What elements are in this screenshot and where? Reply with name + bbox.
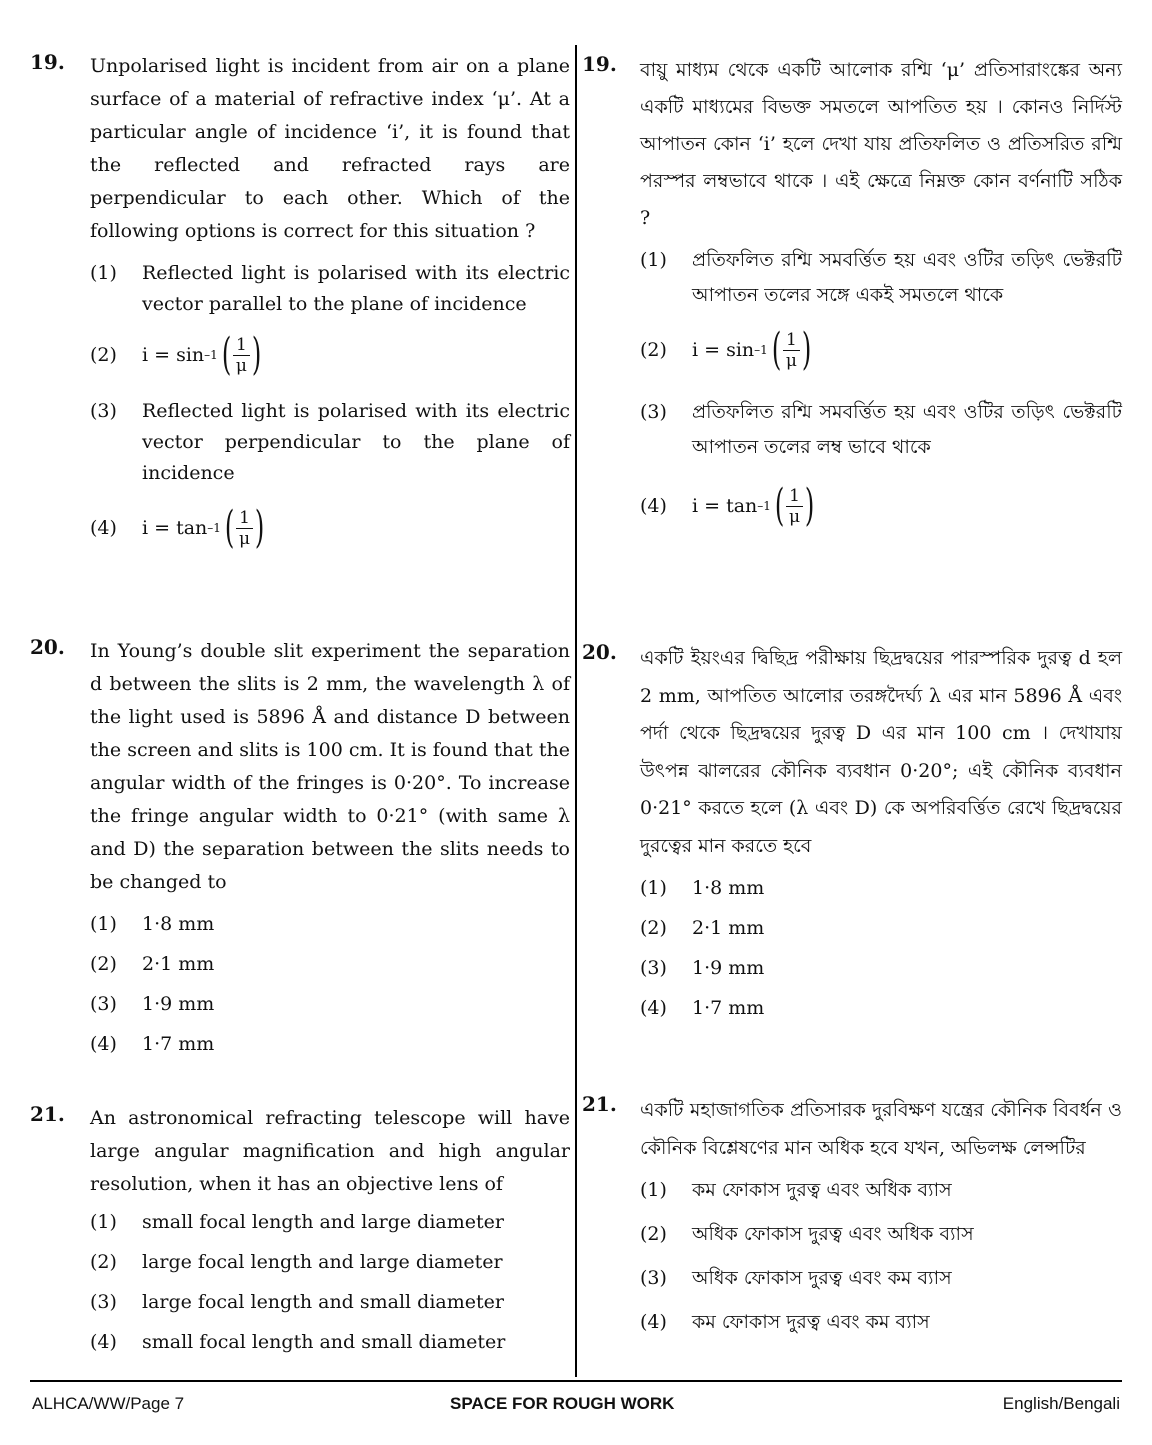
question-19-bengali [582, 52, 1122, 535]
question-number: 21. [582, 1092, 617, 1116]
option-4: (4) i = tan –1 ( $\frac{1}{\mu}$ ) [640, 477, 1122, 535]
option-2: (2) i = sin –1 ( $\frac{1}{\mu}$ ) [640, 321, 1122, 379]
page-footer [30, 1380, 1122, 1413]
question-20-english [30, 635, 570, 1060]
option-2: (2) অধিক ফোকাস দুরত্ব এবং অধিক ব্যাস [640, 1223, 974, 1245]
option-2: (2) 2·1 mm [90, 953, 215, 975]
question-text: একটি মহাজাগতিক প্রতিসারক দুরবিক্ষণ যন্ত্রের কৌনিক বিবর্ধন ও কৌনিক বিশ্লেষণের মান অধিক হবে যখন, অভিলক্ষ লেন্সটির [640, 1099, 1122, 1159]
option-4: (4) 1·7 mm [640, 997, 765, 1019]
question-number: 20. [30, 635, 65, 659]
option-3: (3) 1·9 mm [90, 993, 215, 1015]
option-3: (3) প্রতিফলিত রশ্মি সমবর্ত্তিত হয় এবং ওটির তড়িৎ ভেক্টরটি আপাতন তলের লম্ব ভাবে থাকে [640, 401, 1122, 458]
question-19-english [30, 50, 570, 557]
question-number: 19. [582, 52, 617, 76]
option-3: (3) অধিক ফোকাস দুরত্ব এবং কম ব্যাস [640, 1267, 952, 1289]
column-divider [575, 45, 577, 1377]
option-3: (3) 1·9 mm [640, 957, 765, 979]
question-text: একটি ইয়ংএর দ্বিছিদ্র পরীক্ষায় ছিদ্রদ্বয়ের পারস্পরিক দুরত্ব d হল 2 mm, আপতিত আলোর তরঙ্গদৈর্ঘ্য λ এর মান 5896 Å এবং পর্দা থেকে ছিদ্রদ্বয়ের দুরত্ব D এর মান 100 cm । দেখাযায় উৎপন্ন ঝালরের কৌনিক ব্যবধান 0·20°; এই কৌনিক ব্যবধান 0·21° করতে হলে (λ এবং D) কে অপরিবর্ত্তিত রেখে ছিদ্রদ্বয়ের দুরত্বের মান করতে হবে [640, 647, 1122, 857]
option-2: (2) 2·1 mm [640, 917, 765, 939]
question-21-english [30, 1102, 570, 1358]
option-4: (4) small focal length and small diameter [90, 1331, 506, 1353]
option-1: (1) কম ফোকাস দুরত্ব এবং অধিক ব্যাস [640, 1179, 952, 1201]
formula: i = tan –1 ( $\frac{1}{\mu}$ ) [692, 480, 815, 531]
option-3: (3) Reflected light is polarised with its electric vector perpendicular to the plane of incidence [90, 400, 570, 484]
question-20-bengali [582, 640, 1122, 1024]
option-1: (1) প্রতিফলিত রশ্মি সমবর্ত্তিত হয় এবং ওটির তড়িৎ ভেক্টরটি আপাতন তলের সঙ্গে একই সমতলে থাকে [640, 249, 1122, 306]
question-number: 19. [30, 50, 65, 74]
option-2: (2) i = sin –1 ( $\frac{1}{\mu}$ ) [90, 326, 570, 384]
question-number: 20. [582, 640, 617, 664]
option-2: (2) large focal length and large diameter [90, 1251, 503, 1273]
rough-work-label: SPACE FOR ROUGH WORK [450, 1394, 675, 1413]
option-4: (4) কম ফোকাস দুরত্ব এবং কম ব্যাস [640, 1311, 930, 1333]
option-1: (1) 1·8 mm [640, 877, 765, 899]
question-21-bengali [582, 1092, 1122, 1338]
formula: i = tan –1 ( $\frac{1}{\mu}$ ) [142, 502, 265, 553]
option-1: (1) small focal length and large diameter [90, 1211, 504, 1233]
question-text: In Young’s double slit experiment the separation d between the slits is 2 mm, the wavelength λ of the light used is 5896 Å and distance D between the screen and slits is 100 cm. It is found that the angular width of the fringes is 0·20°. To increase the fringe angular width to 0·21° (with same λ and D) the separation between the slits needs to be changed to [90, 640, 570, 893]
formula: i = sin –1 ( $\frac{1}{\mu}$ ) [142, 329, 262, 380]
option-1: (1) Reflected light is polarised with its electric vector parallel to the plane of incidence [90, 262, 570, 315]
option-4: (4) i = tan –1 ( $\frac{1}{\mu}$ ) [90, 499, 570, 557]
question-text: An astronomical refracting telescope will have large angular magnification and high angular resolution, when it has an objective lens of [90, 1107, 570, 1195]
question-text: Unpolarised light is incident from air on a plane surface of a material of refractive index ‘μ’. At a particular angle of incidence ‘i’, it is found that the reflected and refracted rays are perpendicular to each other. Which of the following options is correct for this situation ? [90, 55, 570, 242]
question-number: 21. [30, 1102, 65, 1126]
page-code: ALHCA/WW/Page 7 [32, 1394, 185, 1413]
language-label: English/Bengali [1002, 1394, 1120, 1413]
question-text: বায়ু মাধ্যম থেকে একটি আলোক রশ্মি ‘μ’ প্রতিসারাংঙ্কের অন্য একটি মাধ্যমের বিভক্ত সমতলে আপতিত হয় । কোনও নির্দিস্ট আপাতন কোন ‘i’ হলে দেখা যায় প্রতিফলিত ও প্রতিসরিত রশ্মি পরস্পর লম্বভাবে থাকে । এই ক্ষেত্রে নিম্নক্ত কোন বর্ণনাটি সঠিক ? [640, 59, 1122, 229]
option-1: (1) 1·8 mm [90, 913, 215, 935]
option-3: (3) large focal length and small diameter [90, 1291, 504, 1313]
formula: i = sin –1 ( $\frac{1}{\mu}$ ) [692, 324, 812, 375]
option-4: (4) 1·7 mm [90, 1033, 215, 1055]
